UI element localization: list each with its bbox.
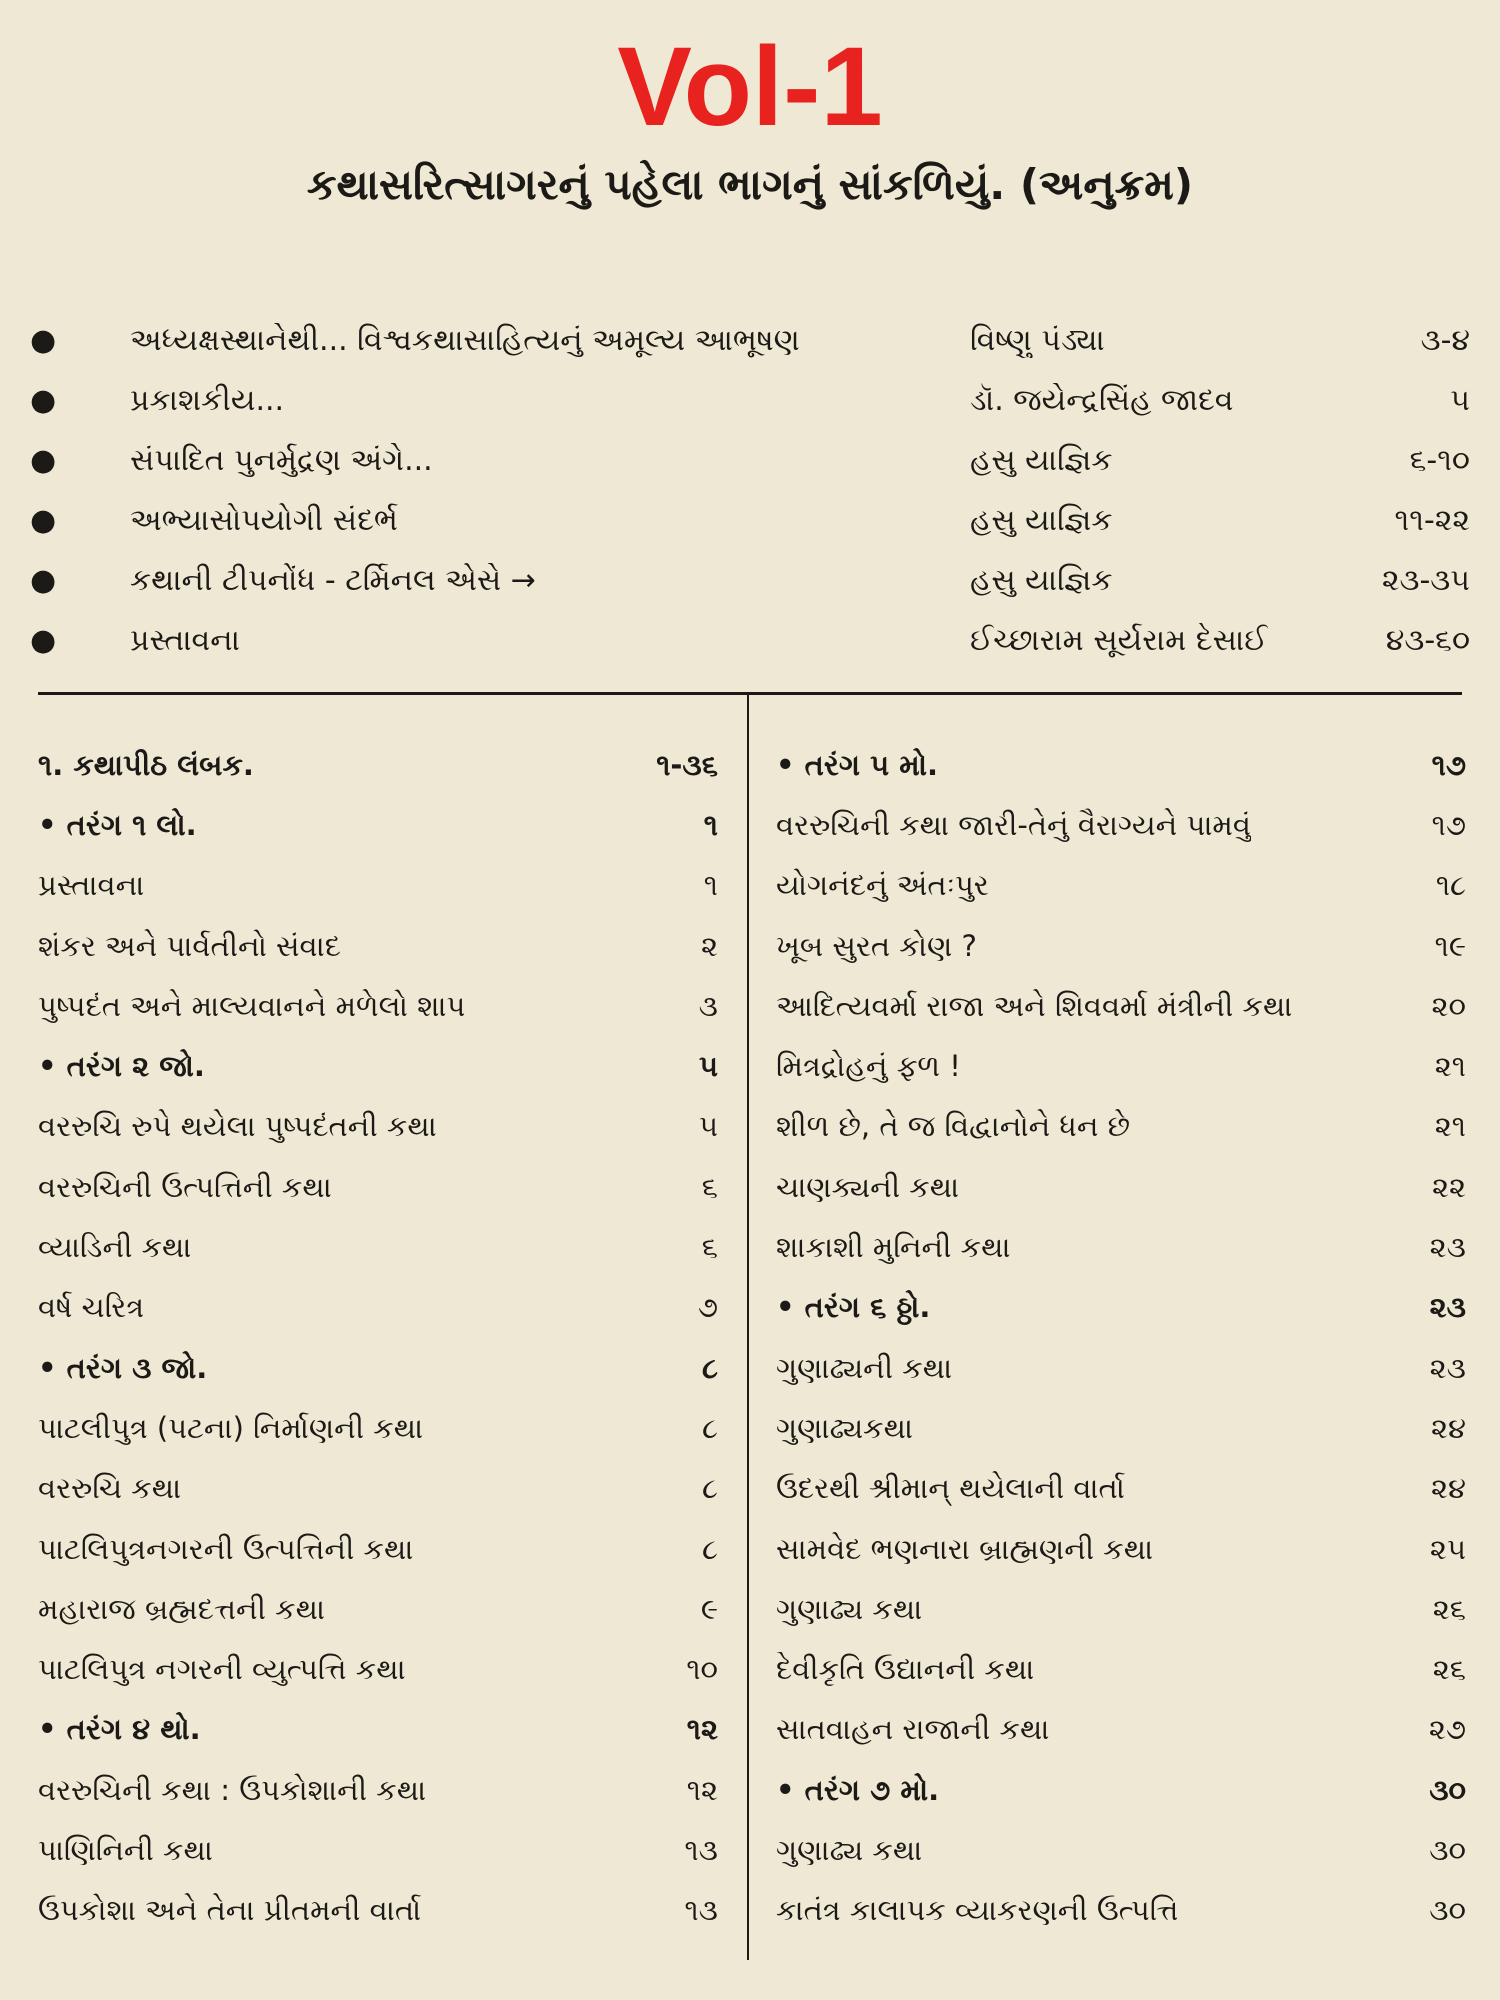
entry-page: ૧-૩૬: [656, 747, 718, 782]
entry-title: પાટલિપુત્ર નગરની વ્યુત્પત્તિ કથા: [38, 1652, 406, 1687]
intro-item: [30, 550, 1470, 610]
contents-entry: [776, 1398, 1466, 1458]
entry-title: • તરંગ ૭ મો.: [776, 1772, 940, 1807]
entry-title: ગુણાઢ્યકથા: [776, 1410, 913, 1445]
bullet-icon: ●: [30, 382, 57, 418]
section-heading: [38, 735, 718, 795]
entry-title: આદિત્યવર્મા રાજા અને શિવવર્મા મંત્રીની કથા: [776, 988, 1293, 1023]
contents-entry: [776, 795, 1466, 855]
entry-title: પુષ્પદંત અને માલ્યવાનને મળેલો શાપ: [38, 988, 466, 1023]
entry-title: પાણિનિની કથા: [38, 1832, 213, 1867]
intro-item-pages: ૬-૧૦: [1409, 442, 1470, 478]
contents-entry: [776, 1459, 1466, 1519]
intro-item-author: ડૉ. જયેન્દ્રસિંહ જાદવ: [970, 382, 1234, 418]
entry-title: • તરંગ ૪ થો.: [38, 1712, 201, 1747]
contents-entry: [38, 916, 718, 976]
entry-page: ૨૪: [1430, 1410, 1466, 1445]
intro-item: [30, 370, 1470, 430]
entry-page: ૨૧: [1434, 1109, 1466, 1144]
entry-title: વરરુચિ રુપે થયેલા પુષ્પદંતની કથા: [38, 1109, 437, 1144]
contents-entry: [776, 1338, 1466, 1398]
entry-page: ૨૧: [1434, 1049, 1466, 1084]
bullet-icon: ●: [30, 562, 57, 598]
entry-title: શીળ છે, તે જ વિદ્વાનોને ધન છે: [776, 1109, 1131, 1144]
contents-entry: [38, 1459, 718, 1519]
contents-entry: [38, 1217, 718, 1277]
bullet-icon: ●: [30, 322, 57, 358]
bullet-icon: ●: [30, 622, 57, 658]
contents-entry: [776, 1579, 1466, 1639]
entry-page: ૨૨: [1431, 1169, 1466, 1204]
entry-page: ૧૨: [686, 1712, 718, 1747]
section-heading: [38, 1338, 718, 1398]
intro-item-title: અભ્યાસોપયોગી સંદર્ભ: [130, 502, 398, 538]
entry-page: ૨૭: [1428, 1712, 1466, 1747]
contents-entry: [38, 856, 718, 916]
entry-title: • તરંગ ૨ જો.: [38, 1049, 205, 1084]
entry-page: ૮: [702, 1471, 718, 1506]
horizontal-divider: [38, 692, 1462, 695]
contents-entry: [776, 1217, 1466, 1277]
intro-item-pages: ૨૩-૩૫: [1381, 562, 1470, 598]
contents-entry: [776, 916, 1466, 976]
contents-entry: [38, 1519, 718, 1579]
entry-page: ૨૩: [1429, 1290, 1466, 1325]
volume-label: Vol-1: [617, 24, 883, 149]
contents-entry: [38, 1881, 718, 1941]
entry-page: ૧: [703, 807, 718, 842]
intro-item: [30, 430, 1470, 490]
contents-entry: [38, 1278, 718, 1338]
intro-item-author: હસુ યાજ્ઞિક: [970, 562, 1113, 598]
entry-page: ૩૦: [1429, 1772, 1466, 1807]
contents-entry: [776, 1700, 1466, 1760]
intro-item-title: સંપાદિત પુનર્મુદ્રણ અંગે...: [130, 442, 433, 478]
entry-page: ૩: [698, 988, 718, 1023]
section-heading: [38, 1036, 718, 1096]
entry-title: • તરંગ ૬ ઠ્ઠો.: [776, 1290, 931, 1325]
entry-page: ૨૩: [1429, 1350, 1466, 1385]
section-heading: [776, 1278, 1466, 1338]
entry-title: દેવીકૃતિ ઉદ્યાનની કથા: [776, 1652, 1035, 1687]
vertical-divider: [747, 695, 749, 1960]
entry-title: વરરુચિની ઉત્પત્તિની કથા: [38, 1169, 332, 1204]
intro-list: [30, 310, 1470, 670]
entry-page: ૧૩: [684, 1893, 718, 1928]
intro-item-pages: ૫: [1450, 382, 1470, 418]
contents-entry: [776, 1519, 1466, 1579]
entry-page: ૧૩: [684, 1832, 718, 1867]
intro-item-author: ઈચ્છારામ સૂર્યરામ દેસાઈ: [970, 622, 1268, 658]
entry-title: મિત્રદ્રોહનું ફળ !: [776, 1049, 961, 1084]
entry-page: ૯: [700, 1591, 718, 1626]
contents-left-column: [38, 735, 718, 1941]
contents-entry: [776, 1820, 1466, 1880]
entry-title: ગુણાઢ્ય કથા: [776, 1832, 923, 1867]
contents-entry: [776, 976, 1466, 1036]
entry-page: ૧૦: [686, 1652, 718, 1687]
entry-page: ૨: [700, 928, 718, 963]
contents-entry: [38, 1639, 718, 1699]
intro-item: [30, 490, 1470, 550]
intro-item-pages: ૧૧-૨૨: [1394, 502, 1470, 538]
entry-title: ચાણક્યની કથા: [776, 1169, 960, 1204]
entry-title: ઉપકોશા અને તેના પ્રીતમની વાર્તા: [38, 1893, 422, 1928]
entry-page: ૨૪: [1430, 1471, 1466, 1506]
contents-entry: [776, 1639, 1466, 1699]
entry-title: પાટલિપુત્રનગરની ઉત્પત્તિની કથા: [38, 1531, 414, 1566]
contents-entry: [38, 1579, 718, 1639]
entry-title: ગુણાઢ્ય કથા: [776, 1591, 923, 1626]
section-heading: [776, 735, 1466, 795]
entry-page: ૧૯: [1434, 928, 1466, 963]
entry-title: • તરંગ ૫ મો.: [776, 747, 939, 782]
entry-page: ૧: [703, 868, 718, 903]
contents-entry: [776, 1036, 1466, 1096]
entry-page: ૮: [702, 1410, 718, 1445]
contents-entry: [38, 1157, 718, 1217]
entry-page: ૫: [698, 1049, 718, 1084]
intro-item-title: અધ્યક્ષસ્થાનેથી... વિશ્વકથાસાહિત્યનું અમૂલ્ય આભૂષણ: [130, 322, 800, 358]
intro-item-author: વિષ્ણુ પંડ્યા: [970, 322, 1105, 358]
entry-title: વરરુચિની કથા : ઉપકોશાની કથા: [38, 1772, 427, 1807]
section-heading: [776, 1760, 1466, 1820]
intro-item-author: હસુ યાજ્ઞિક: [970, 502, 1113, 538]
entry-page: ૩૦: [1429, 1832, 1466, 1867]
entry-title: વરરુચિ કથા: [38, 1471, 182, 1506]
entry-title: કાતંત્ર કાલાપક વ્યાકરણની ઉત્પત્તિ: [776, 1893, 1179, 1928]
entry-title: વર્ષ ચરિત્ર: [38, 1290, 145, 1325]
intro-item-title: પ્રસ્તાવના: [130, 622, 240, 658]
entry-title: • તરંગ ૩ જો.: [38, 1350, 208, 1385]
intro-item: [30, 310, 1470, 370]
entry-title: પાટલીપુત્ર (પટના) નિર્માણની કથા: [38, 1410, 424, 1445]
entry-page: ૨૫: [1429, 1531, 1466, 1566]
entry-page: ૧૭: [1431, 747, 1466, 782]
contents-entry: [776, 1881, 1466, 1941]
entry-page: ૨૬: [1432, 1591, 1466, 1626]
entry-page: ૭: [697, 1290, 718, 1325]
page-title: કથાસરિત્સાગરનું પહેલા ભાગનું સાંકળિયું. (અનુક્રમ): [306, 160, 1194, 209]
intro-item-pages: ૪૩-૬૦: [1385, 622, 1470, 658]
bullet-icon: ●: [30, 442, 57, 478]
entry-title: ૧. કથાપીઠ લંબક.: [38, 747, 254, 782]
entry-title: ઉંદરથી શ્રીમાન્ થયેલાની વાર્તા: [776, 1471, 1125, 1506]
contents-entry: [776, 1097, 1466, 1157]
contents-entry: [38, 976, 718, 1036]
entry-title: ગુણાઢ્યની કથા: [776, 1350, 953, 1385]
entry-title: સામવેદ ભણનારા બ્રાહ્મણની કથા: [776, 1531, 1154, 1566]
entry-page: ૧૨: [686, 1772, 718, 1807]
contents-entry: [38, 1398, 718, 1458]
entry-title: યોગનંદનું અંતઃપુર: [776, 868, 989, 903]
entry-page: ૮: [702, 1531, 718, 1566]
contents-entry: [38, 1760, 718, 1820]
entry-page: ૫: [698, 1109, 718, 1144]
intro-item-pages: ૩-૪: [1420, 322, 1470, 358]
section-heading: [38, 795, 718, 855]
entry-page: ૮: [702, 1350, 718, 1385]
entry-title: શાકાશી મુનિની કથા: [776, 1230, 1011, 1265]
entry-page: ૨૦: [1431, 988, 1466, 1023]
entry-page: ૬: [701, 1169, 718, 1204]
entry-title: • તરંગ ૧ લો.: [38, 807, 197, 842]
contents-entry: [776, 856, 1466, 916]
entry-page: ૨૬: [1432, 1652, 1466, 1687]
intro-item-title: કથાની ટીપનોંધ - ટર્મિનલ એસે →: [130, 562, 536, 598]
entry-title: શંકર અને પાર્વતીનો સંવાદ: [38, 928, 341, 963]
section-heading: [38, 1700, 718, 1760]
entry-page: ૨૩: [1429, 1230, 1466, 1265]
entry-title: સાતવાહન રાજાની કથા: [776, 1712, 1050, 1747]
contents-right-column: [776, 735, 1466, 1941]
entry-page: ૬: [701, 1230, 718, 1265]
contents-entry: [776, 1157, 1466, 1217]
entry-title: વરરુચિની કથા જારી-તેનું વૈરાગ્યને પામવું: [776, 807, 1251, 842]
entry-page: ૩૦: [1429, 1893, 1466, 1928]
contents-entry: [38, 1097, 718, 1157]
contents-entry: [38, 1820, 718, 1880]
bullet-icon: ●: [30, 502, 57, 538]
intro-item: [30, 610, 1470, 670]
intro-item-title: પ્રકાશકીય...: [130, 382, 285, 418]
entry-page: ૧૮: [1435, 868, 1466, 903]
entry-title: વ્યાડિની કથા: [38, 1230, 192, 1265]
entry-title: મહારાજ બ્રહ્મદત્તની કથા: [38, 1591, 325, 1626]
entry-page: ૧૭: [1431, 807, 1466, 842]
entry-title: ખૂબ સુરત કોણ ?: [776, 928, 977, 963]
entry-title: પ્રસ્તાવના: [38, 868, 145, 903]
intro-item-author: હસુ યાજ્ઞિક: [970, 442, 1113, 478]
